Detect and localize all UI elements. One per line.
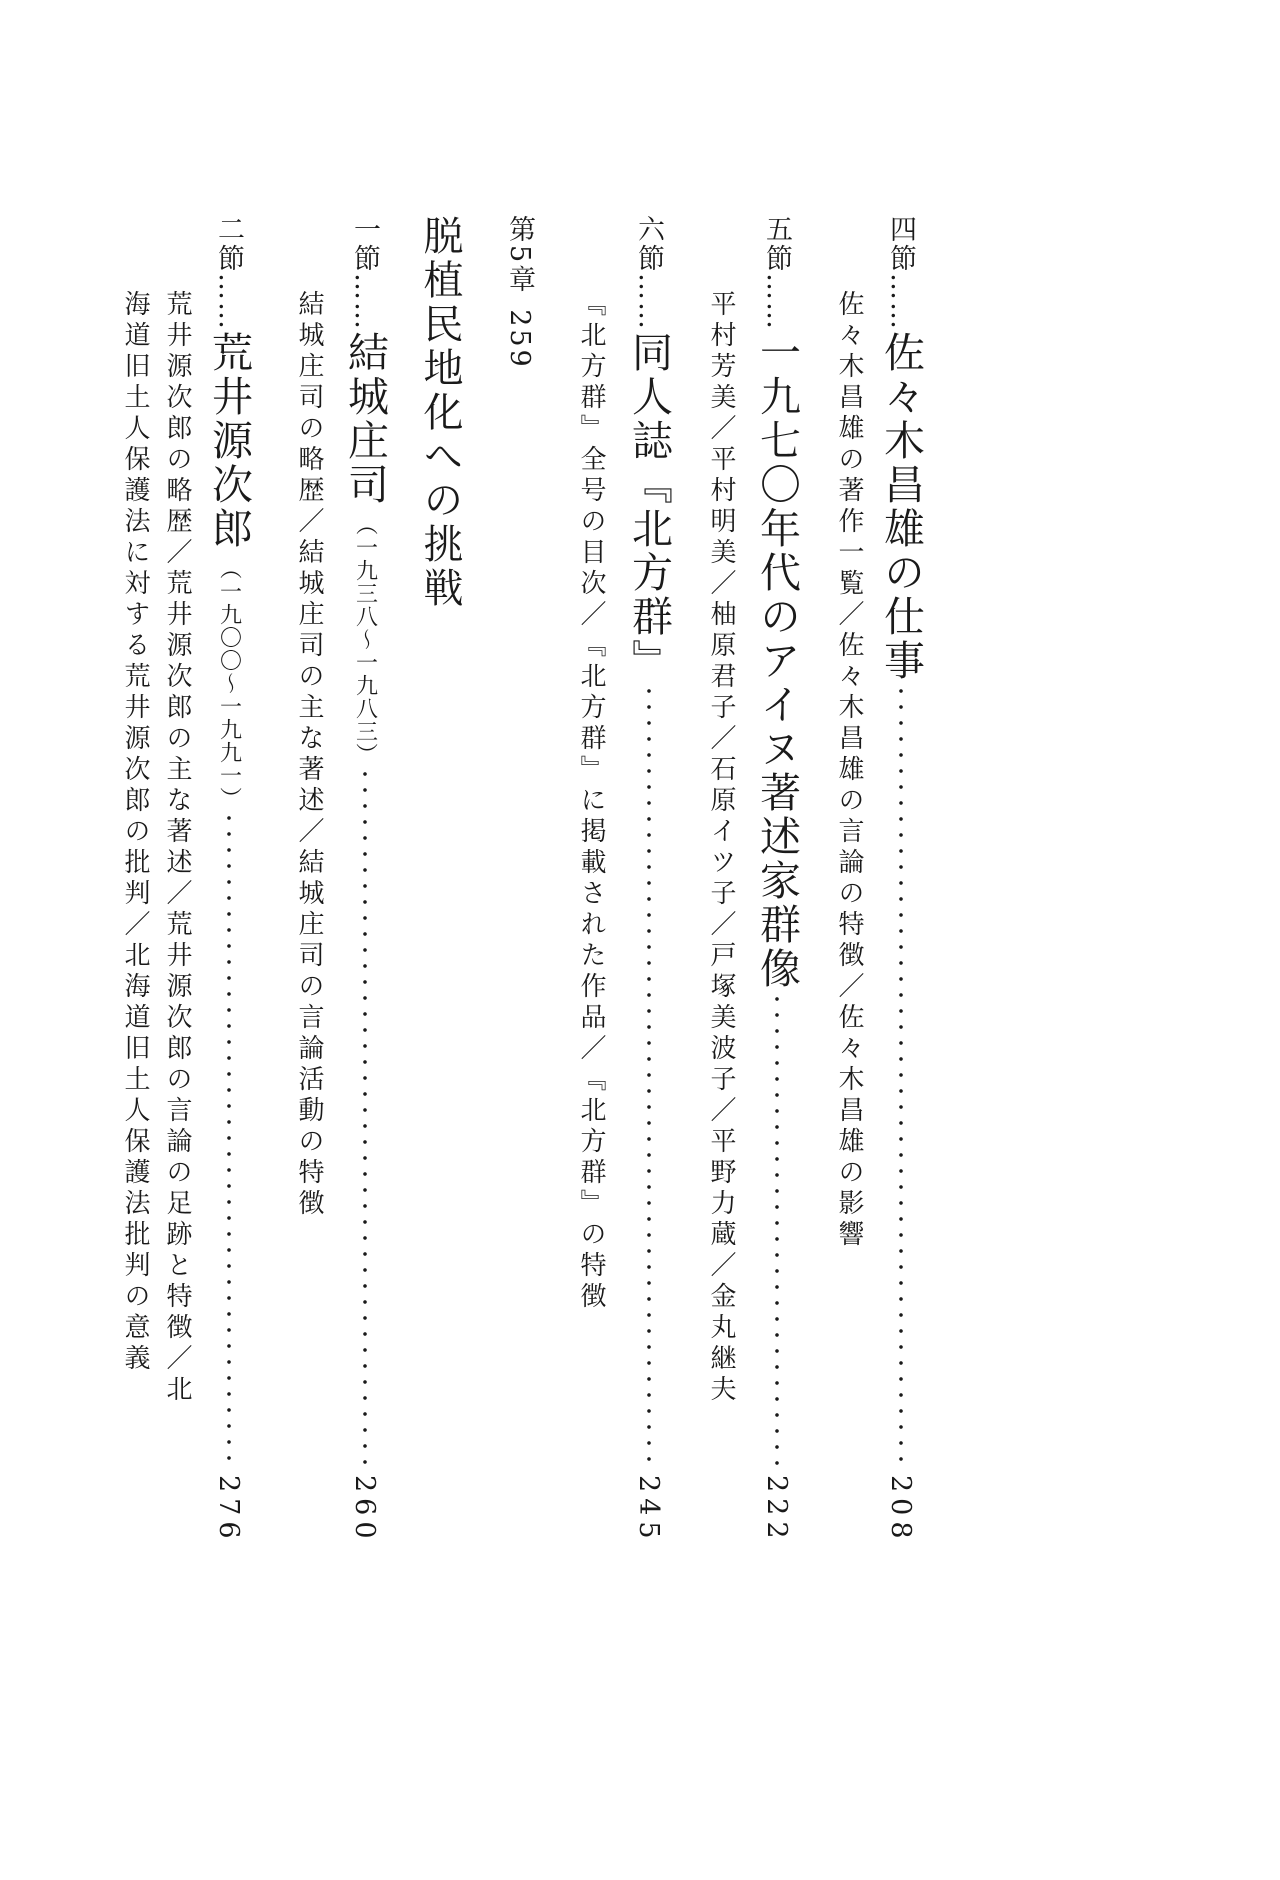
section-leader: …… <box>349 273 380 331</box>
toc-entry-chapter5-section-1[interactable] <box>341 215 389 1545</box>
section-title: 荒井源次郎 <box>205 331 253 551</box>
section-leader: …… <box>885 273 916 331</box>
page-number: 208 <box>885 1475 916 1545</box>
toc-entry-chapter5-section-2[interactable] <box>205 215 253 1545</box>
dot-leader <box>756 991 797 1465</box>
section-4-subtopics: 佐々木昌雄の著作一覧／佐々木昌雄の言論の特徴／佐々木昌雄の影響 <box>834 290 864 1251</box>
section-leader: …… <box>633 273 664 331</box>
chapter-label: 第5章 <box>504 215 535 296</box>
chapter-title: 脱植民地化への挑戦 <box>417 215 463 611</box>
dot-leader <box>344 766 385 1465</box>
page-number: 222 <box>761 1475 792 1545</box>
toc-entry-section-6[interactable] <box>625 215 673 1545</box>
section-5-subtopics: 平村芳美／平村明美／柚原君子／石原イツ子／戸塚美波子／平野力蔵／金丸継夫 <box>706 290 736 1406</box>
chapter5-section-2-subtopics-line-1: 荒井源次郎の略歴／荒井源次郎の主な著述／荒井源次郎の言論の足跡と特徴／北 <box>162 290 192 1406</box>
section-label: 五節 <box>761 215 792 273</box>
dot-leader <box>628 683 669 1465</box>
chapter-number[interactable] <box>506 215 533 370</box>
page-number: 245 <box>633 1475 664 1545</box>
chapter-page: 259 <box>504 309 535 370</box>
dot-leader <box>880 683 921 1465</box>
section-title: 結城庄司 <box>341 331 389 507</box>
section-title: 一九七〇年代のアイヌ著述家群像 <box>753 331 801 991</box>
chapter5-section-2-subtopics-line-2: 海道旧土人保護法に対する荒井源次郎の批判／北海道旧土人保護法批判の意義 <box>120 290 150 1375</box>
chapter5-section-1-subtopics: 結城庄司の略歴／結城庄司の主な著述／結城庄司の言論活動の特徴 <box>294 290 324 1220</box>
toc-entry-section-4[interactable] <box>877 215 925 1545</box>
page-number: 260 <box>349 1475 380 1545</box>
section-6-subtopics: 『北方群』全号の目次／『北方群』に掲載された作品／『北方群』の特徴 <box>576 290 606 1313</box>
section-years: （一九三八～一九八三） <box>352 513 378 766</box>
section-title: 佐々木昌雄の仕事 <box>877 331 925 683</box>
page-number: 276 <box>213 1475 244 1545</box>
section-leader: …… <box>761 273 792 331</box>
section-title: 同人誌『北方群』 <box>625 331 673 683</box>
toc-entry-section-5[interactable] <box>753 215 801 1545</box>
section-years: （一九〇〇～一九九一） <box>216 557 242 810</box>
section-label: 二節 <box>213 215 244 273</box>
section-label: 六節 <box>633 215 664 273</box>
section-label: 一節 <box>349 215 380 273</box>
section-label: 四節 <box>885 215 916 273</box>
dot-leader <box>208 810 249 1465</box>
section-leader: …… <box>213 273 244 331</box>
